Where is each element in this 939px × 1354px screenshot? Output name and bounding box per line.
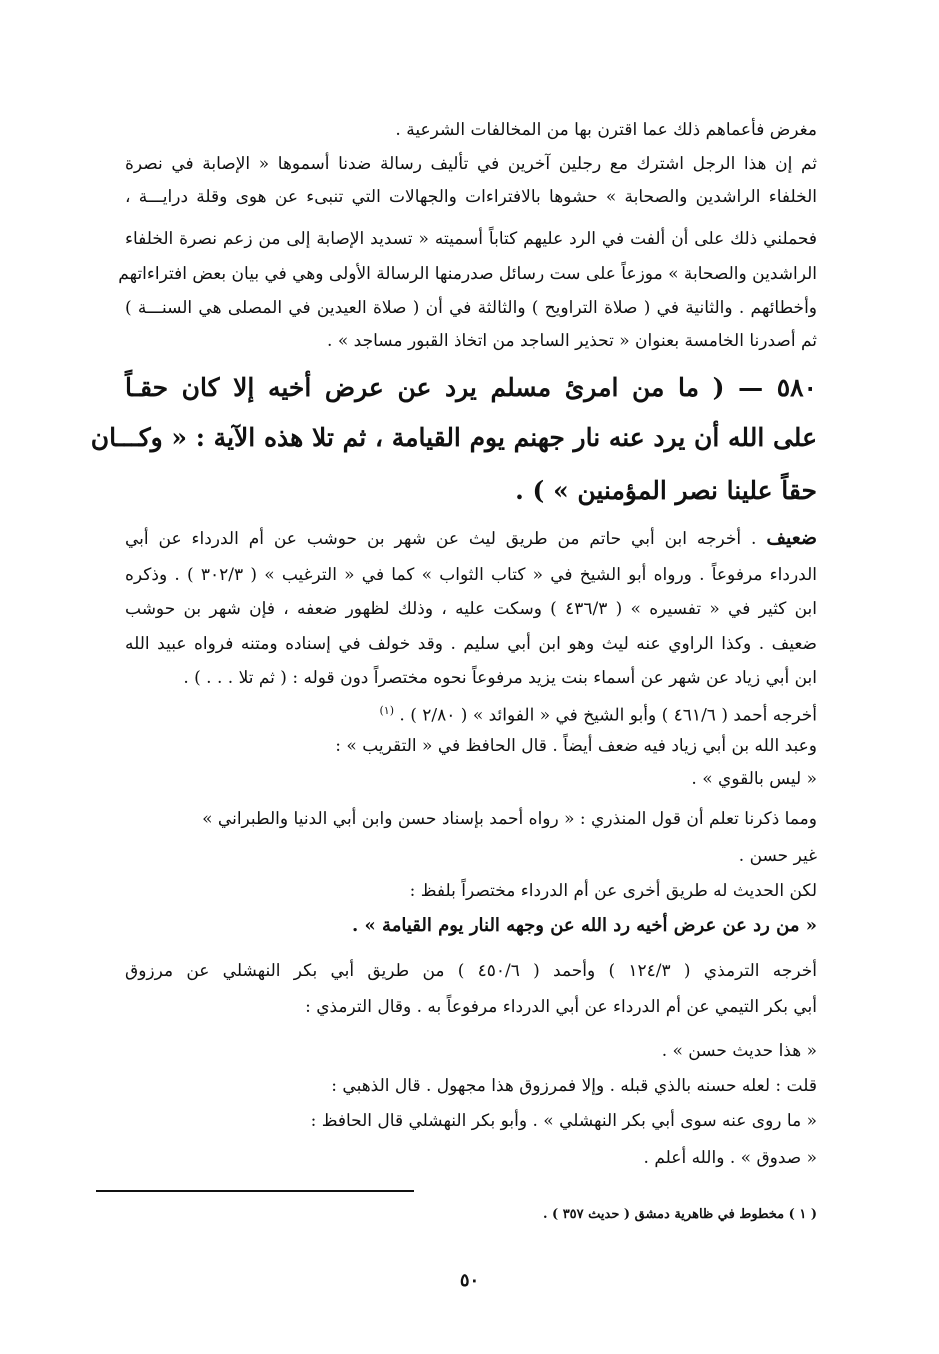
text-line: « ليس بالقوي » .	[691, 769, 817, 789]
text-line: « صدوق » . والله أعلم .	[643, 1148, 817, 1168]
text-line: ثم إن هذا الرجل اشترك مع رجلين آخرين في تأليف رسالة ضدنا أسموها « الإصابة في نصرة	[125, 154, 817, 174]
text-line: أبي بكر التيمي عن أم الدرداء عن أبي الدرداء مرفوعاً به . وقال الترمذي :	[305, 997, 817, 1017]
text-line	[125, 527, 817, 550]
text-line: « ما روى عنه سوى أبي بكر النهشلي » . وأبو بكر النهشلي قال الحافظ :	[310, 1111, 817, 1131]
text-line-rest: . أخرجه ابن أبي حاتم من طريق ليث عن شهر بن حوشب عن أم الدرداء عن أبي	[125, 529, 757, 549]
text-line: لكن الحديث له طريق أخرى عن أم الدرداء مختصراً بلفظ :	[409, 881, 817, 901]
page-number: ٥٠	[459, 1270, 480, 1291]
text-line: الدرداء مرفوعاً . ورواه أبو الشيخ في « كتاب الثواب » كما في « الترغيب » ( ٣٠٢/٣ ) . وذكره	[125, 565, 817, 585]
text-line	[380, 700, 818, 727]
text-line: وعبد الله بن أبي زياد فيه ضعف أيضاً . قال الحافظ في « التقريب » :	[335, 736, 817, 756]
text-line: غير حسن .	[738, 846, 817, 866]
text-line: ضعيف . وكذا الراوي عنه ليث وهو ابن أبي سليم . وقد خولف في إسناده ومتنه فرواه عبيد الله	[125, 634, 817, 654]
text-line: ثم أصدرنا الخامسة بعنوان « تحذير الساجد من اتخاذ القبور مساجد » .	[327, 331, 817, 351]
text-line: مغرض فأعماهم ذلك عما اقترن بها من المخالفات الشرعية .	[395, 120, 817, 140]
text-line: الراشدين والصحابة » موزعاً على ست رسائل صدرمنها الرسالة الأولى وهي في بيان بعض افتراءاتهم	[118, 264, 817, 284]
hadith-title: ٥٨٠ — ( ما من امرئ مسلم يرد عن عرض أخيه إلا كان حقـاً	[125, 373, 817, 402]
text-line: قلت : لعله حسنه بالذي قبله . وإلا فمرزوق هذا مجهول . قال الذهبي :	[331, 1076, 817, 1096]
hadith-title: حقاً علينا نصر المؤمنين » ) .	[515, 476, 817, 505]
footnote: ( ١ ) مخطوط في ظاهرية دمشق ( حديث ٣٥٧ ) .	[542, 1207, 817, 1222]
hadith-title: على الله أن يرد عنه نار جهنم يوم القيامة ، ثم تلا هذه الآية : « وكـــان	[90, 423, 817, 452]
text-line: أخرجه الترمذي ( ١٢٤/٣ ) وأحمد ( ٤٥٠/٦ ) من طريق أبي بكر النهشلي عن مرزوق	[125, 961, 818, 981]
verdict-label: ضعيف	[766, 527, 818, 549]
text-line: ابن أبي زياد عن شهر عن أسماء بنت يزيد مرفوعاً نحوه مختصراً دون قوله : ( ثم تلا . . . ) .	[183, 668, 817, 688]
quoted-hadith: « من رد عن عرض أخيه رد الله عن وجهه النار يوم القيامة » .	[352, 915, 817, 936]
footnote-marker: (١)	[379, 704, 395, 717]
footnote-divider	[96, 1190, 414, 1192]
text-line: فحملني ذلك على أن ألفت في الرد عليهم كتاباً أسميته « تسديد الإصابة إلى من زعم نصرة الخلفاء	[125, 229, 817, 249]
text-line: « هذا حديث حسن » .	[661, 1041, 817, 1061]
text-line: ابن كثير في « تفسيره » ( ٤٣٦/٣ ) وسكت عليه ، وذلك لظهور ضعفه ، فإن شهر بن حوشب	[125, 599, 817, 619]
text-line: الخلفاء الراشدين والصحابة » حشوها بالافتراءات والجهالات التي تنبىء عن هوى وقلة درايـــة ،	[125, 187, 817, 207]
text-line: ومما ذكرنا تعلم أن قول المنذري : « رواه أحمد بإسناد حسن وابن أبي الدنيا والطبراني »	[202, 809, 817, 829]
takhrij-text: أخرجه أحمد ( ٤٦١/٦ ) وأبو الشيخ في « الفوائد » ( ٢/٨٠ ) .	[399, 705, 817, 726]
text-line: وأخطائهم . والثانية في ( صلاة التراويح ) والثالثة في أن ( صلاة العيدين في المصلى هي السنـــة )	[125, 298, 817, 318]
